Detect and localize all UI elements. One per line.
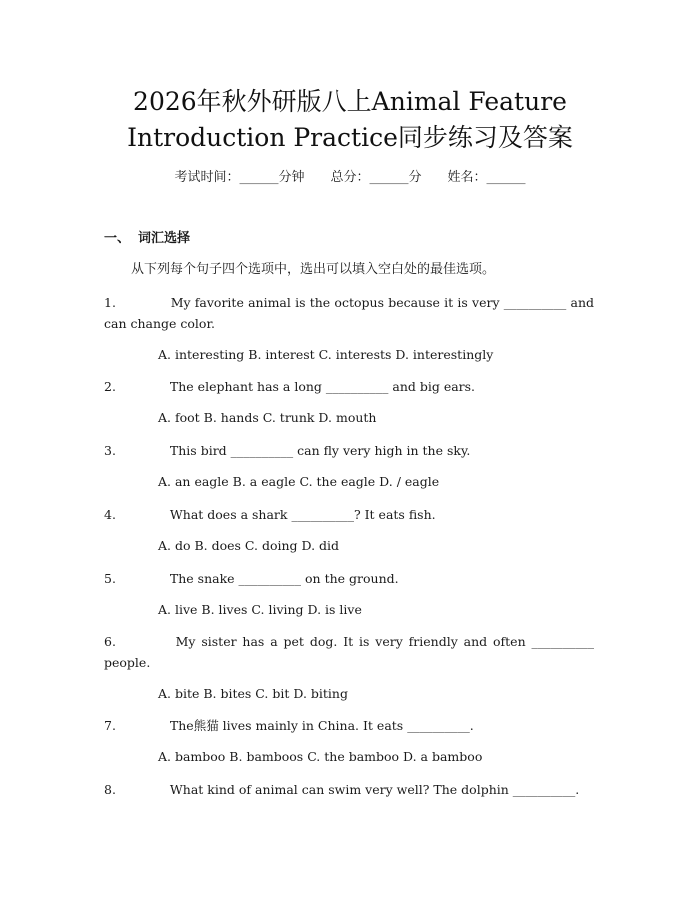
question-6-options: A. bite B. bites C. bit D. biting [158, 686, 348, 701]
question-number: 3. [104, 443, 116, 458]
question-4 [104, 504, 594, 525]
exam-time-field: 考试时间：______分钟 [174, 170, 305, 185]
document-title-line-1: 2026年秋外研版八上Animal Feature [133, 87, 567, 116]
question-3 [104, 440, 594, 461]
question-1 [104, 292, 598, 334]
question-2 [104, 376, 594, 397]
question-4-options: A. do B. does C. doing D. did [158, 538, 340, 553]
question-text: My sister has a pet dog. It is very friendly and often __________ people. [104, 634, 598, 670]
total-score-field: 总分：______分 [330, 170, 422, 185]
section-heading [104, 229, 190, 249]
question-3-options: A. an eagle B. a eagle C. the eagle D. / eagle [158, 474, 440, 489]
document-title-line-2: Introduction Practice同步练习及答案 [127, 123, 573, 152]
question-5 [104, 568, 594, 589]
question-text: The elephant has a long __________ and big ears. [169, 379, 476, 394]
question-5-options: A. live B. lives C. living D. is live [158, 602, 362, 617]
section-number: 一、 [104, 231, 131, 246]
section-title: 词汇选择 [138, 231, 191, 246]
question-7-options: A. bamboo B. bamboos C. the bamboo D. a bamboo [158, 749, 483, 764]
exam-info-line [0, 168, 700, 188]
question-text: What does a shark __________? It eats fish. [169, 507, 436, 522]
question-8 [104, 779, 594, 800]
question-text: The snake __________ on the ground. [169, 571, 399, 586]
student-name-field: 姓名：______ [447, 170, 526, 185]
question-7 [104, 715, 594, 736]
question-text: The熊猫 lives mainly in China. It eats __________. [169, 718, 474, 733]
question-number: 5. [104, 571, 116, 586]
question-number: 6. [104, 634, 116, 649]
question-2-options: A. foot B. hands C. trunk D. mouth [158, 410, 377, 425]
question-number: 1. [104, 295, 116, 310]
question-1-options: A. interesting B. interest C. interests D. interestingly [158, 347, 494, 362]
question-number: 2. [104, 379, 116, 394]
question-number: 8. [104, 782, 116, 797]
question-number: 7. [104, 718, 116, 733]
section-instruction: 从下列每个句子四个选项中，选出可以填入空白处的最佳选项。 [131, 262, 496, 277]
question-6 [104, 631, 598, 673]
question-number: 4. [104, 507, 116, 522]
question-text: What kind of animal can swim very well? The dolphin __________. [169, 782, 580, 797]
question-text: This bird __________ can fly very high in the sky. [169, 443, 471, 458]
question-text: My favorite animal is the octopus because it is very __________ and can change color. [104, 295, 598, 331]
